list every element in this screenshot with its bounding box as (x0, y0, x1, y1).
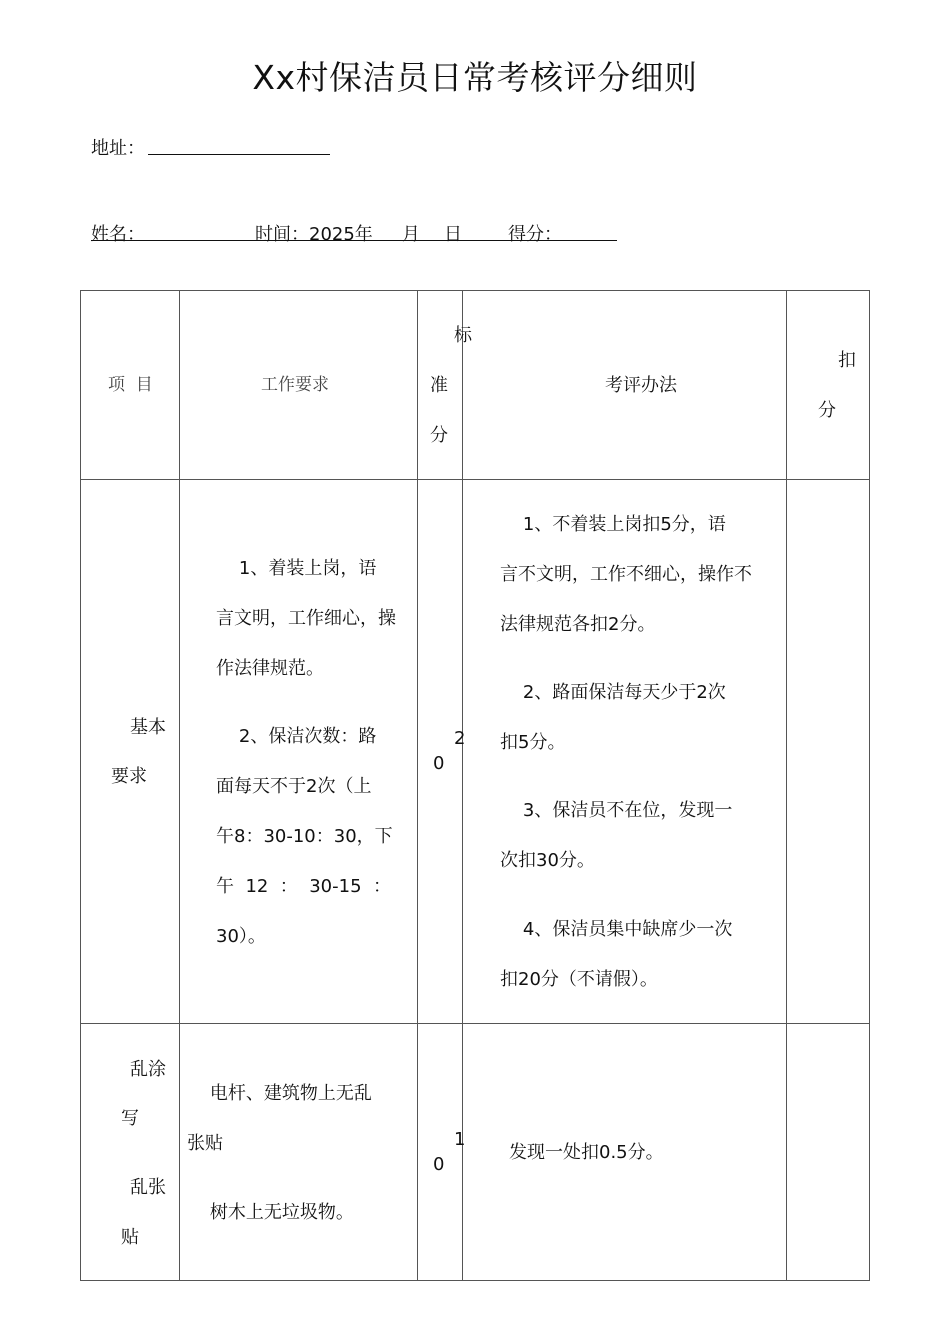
row1-method-line: 3、保洁员不在位，发现一 (500, 800, 733, 821)
page-title: Xx村保洁员日常考核评分细则 (252, 58, 698, 97)
table-border-right (869, 290, 870, 1281)
row1-method-line: 扣20分（不请假）。 (500, 969, 658, 990)
row2-req-line: 张贴 (187, 1133, 223, 1154)
row1-req-line: 1、着装上岗，语 (216, 558, 377, 579)
table-col-divider (417, 290, 418, 1281)
table-row-divider (80, 1023, 870, 1024)
row1-score-2: 0 (433, 753, 445, 774)
header-method: 考评办法 (605, 375, 677, 396)
name-label: 姓名： (91, 224, 145, 245)
row1-score-1: 2 (454, 728, 466, 749)
row1-method-line: 扣5分。 (500, 732, 566, 753)
table-row-divider (80, 479, 870, 480)
row1-item-2: 要求 (111, 766, 147, 787)
header-standard-2: 准 (430, 375, 448, 396)
row1-req-line: 午 12 ： 30-15 ： (216, 876, 391, 897)
row2-score-1: 1 (454, 1129, 466, 1150)
row2-item-3: 乱张 (130, 1177, 166, 1198)
row2-item-4: 贴 (121, 1227, 139, 1248)
row1-method-line: 言不文明，工作不细心，操作不 (500, 564, 752, 585)
row1-req-line: 作法律规范。 (216, 658, 324, 679)
header-standard-3: 分 (430, 425, 448, 446)
table-border-left (80, 290, 81, 1281)
score-label: 得分： (508, 224, 562, 245)
header-deduct-2: 分 (818, 400, 836, 421)
table-col-divider (786, 290, 787, 1281)
row1-item-1: 基本 (130, 717, 166, 738)
time-label: 时间：2025年 (255, 224, 373, 245)
table-border-bottom (80, 1280, 870, 1281)
row1-method-line: 1、不着装上岗扣5分，语 (500, 514, 726, 535)
row1-method-line: 2、路面保洁每天少于2次 (500, 682, 726, 703)
row2-item-1: 乱涂 (130, 1059, 166, 1080)
row2-score-2: 0 (433, 1154, 445, 1175)
row1-method-line: 次扣30分。 (500, 850, 595, 871)
header-deduct-1: 扣 (838, 350, 856, 371)
row1-req-line: 面每天不于2次（上 (216, 776, 372, 797)
month-label: 月 (402, 224, 420, 245)
row1-method-line: 法律规范各扣2分。 (500, 614, 656, 635)
row1-req-line: 言文明，工作细心，操 (216, 608, 396, 629)
row2-req-line: 树木上无垃圾物。 (187, 1202, 354, 1223)
table-col-divider (179, 290, 180, 1281)
row1-req-line: 午8：30-10：30，下 (216, 826, 393, 847)
row2-req-line: 电杆、建筑物上无乱 (187, 1083, 372, 1104)
header-item: 项 目 (108, 375, 153, 395)
address-blank (148, 154, 330, 155)
table-border-top (80, 290, 870, 291)
day-label: 日 (444, 224, 462, 245)
row1-req-line: 2、保洁次数：路 (216, 726, 377, 747)
header-requirement: 工作要求 (261, 375, 329, 395)
row1-method-line: 4、保洁员集中缺席少一次 (500, 919, 733, 940)
header-standard-1: 标 (454, 325, 472, 346)
row1-req-line: 30）。 (216, 926, 266, 947)
row2-method-line: 发现一处扣0.5分。 (509, 1142, 664, 1163)
info-underline (91, 240, 617, 241)
address-label: 地址： (91, 138, 145, 159)
row2-item-2: 写 (121, 1108, 139, 1129)
